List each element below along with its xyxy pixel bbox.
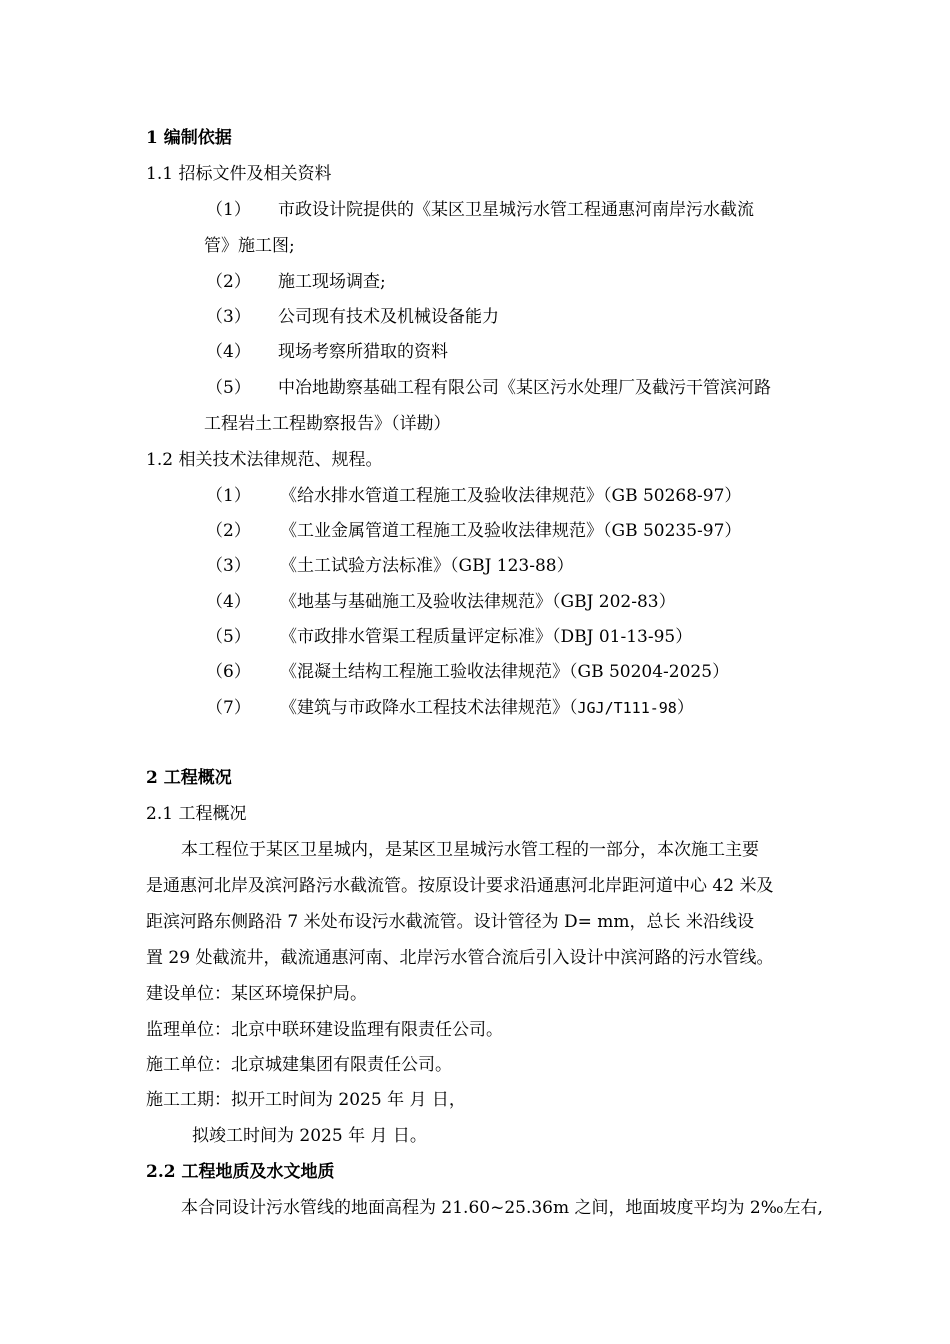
paragraph-line: 是通惠河北岸及滨河路污水截流管。按原设计要求沿通惠河北岸距河道中心 42 米及 xyxy=(146,876,774,896)
builder-unit: 建设单位：某区环境保护局。 xyxy=(146,984,367,1004)
list-item-number: （6） xyxy=(206,662,251,682)
list-item-number: （4） xyxy=(206,342,251,362)
list-item-number: （3） xyxy=(206,556,251,576)
contractor-unit: 施工单位：北京城建集团有限责任公司。 xyxy=(146,1055,452,1075)
list-item-number: （3） xyxy=(206,307,251,327)
list-item-text: 现场考察所猎取的资料 xyxy=(278,342,448,362)
section-2-heading: 2 工程概况 xyxy=(146,768,232,788)
list-item-text-continued: 工程岩土工程勘察报告》（详勘） xyxy=(204,414,451,434)
list-item-text: 《给水排水管道工程施工及验收法律规范》（GB 50268-97） xyxy=(280,486,742,506)
standard-code: JGJ/T111-98 xyxy=(577,699,677,717)
list-item-text: 公司现有技术及机械设备能力 xyxy=(278,307,499,327)
section-2-1-heading: 2.1 工程概况 xyxy=(146,804,247,824)
supervisor-unit: 监理单位：北京中联环建设监理有限责任公司。 xyxy=(146,1020,503,1040)
paragraph-line: 置 29 处截流井，截流通惠河南、北岸污水管合流后引入设计中滨河路的污水管线。 xyxy=(146,948,774,968)
section-1-heading: 1 编制依据 xyxy=(146,128,232,148)
construction-period-start: 施工工期：拟开工时间为 2025 年 月 日， xyxy=(146,1090,466,1110)
list-item-number: （2） xyxy=(206,272,251,292)
list-item-text xyxy=(280,696,694,720)
list-item-text: 施工现场调查; xyxy=(278,272,386,292)
list-item-number: （4） xyxy=(206,592,251,612)
list-item-text: 市政设计院提供的《某区卫星城污水管工程通惠河南岸污水截流 xyxy=(278,200,754,220)
construction-period-end: 拟竣工时间为 2025 年 月 日。 xyxy=(192,1126,427,1146)
list-item-text: 《市政排水管渠工程质量评定标准》（DBJ 01-13-95） xyxy=(280,627,693,647)
list-item-number: （2） xyxy=(206,521,251,541)
list-item-number: （5） xyxy=(206,627,251,647)
list-item-text: 《混凝土结构工程施工验收法律规范》（GB 50204-2025） xyxy=(280,662,730,682)
section-2-2-heading: 2.2 工程地质及水文地质 xyxy=(146,1162,335,1182)
list-item-text: 《土工试验方法标准》（GBJ 123-88） xyxy=(280,556,574,576)
list-item-number: （5） xyxy=(206,378,251,398)
paragraph-line: 本工程位于某区卫星城内，是某区卫星城污水管工程的一部分，本次施工主要 xyxy=(181,840,759,860)
list-item-text: 中冶地勘察基础工程有限公司《某区污水处理厂及截污干管滨河路 xyxy=(278,378,771,398)
section-2-2-paragraph: 本合同设计污水管线的地面高程为 21.60~25.36m 之间，地面坡度平均为 2‰左右, xyxy=(181,1198,823,1218)
paragraph-line: 距滨河路东侧路沿 7 米处布设污水截流管。设计管径为 D= mm，总长 米沿线设 xyxy=(146,912,754,932)
list-item-number: （1） xyxy=(206,486,251,506)
list-item-text-main: 《建筑与市政降水工程技术法律规范》（ xyxy=(280,698,578,718)
list-item-text: 《工业金属管道工程施工及验收法律规范》（GB 50235-97） xyxy=(280,521,742,541)
section-1-1-heading: 1.1 招标文件及相关资料 xyxy=(146,164,332,184)
list-item-text-continued: 管》施工图; xyxy=(204,236,295,256)
list-item-text-tail: ） xyxy=(676,698,694,718)
list-item-number: （1） xyxy=(206,200,251,220)
section-1-2-heading: 1.2 相关技术法律规范、规程。 xyxy=(146,450,383,470)
list-item-number: （7） xyxy=(206,698,251,718)
list-item-text: 《地基与基础施工及验收法律规范》（GBJ 202-83） xyxy=(280,592,676,612)
